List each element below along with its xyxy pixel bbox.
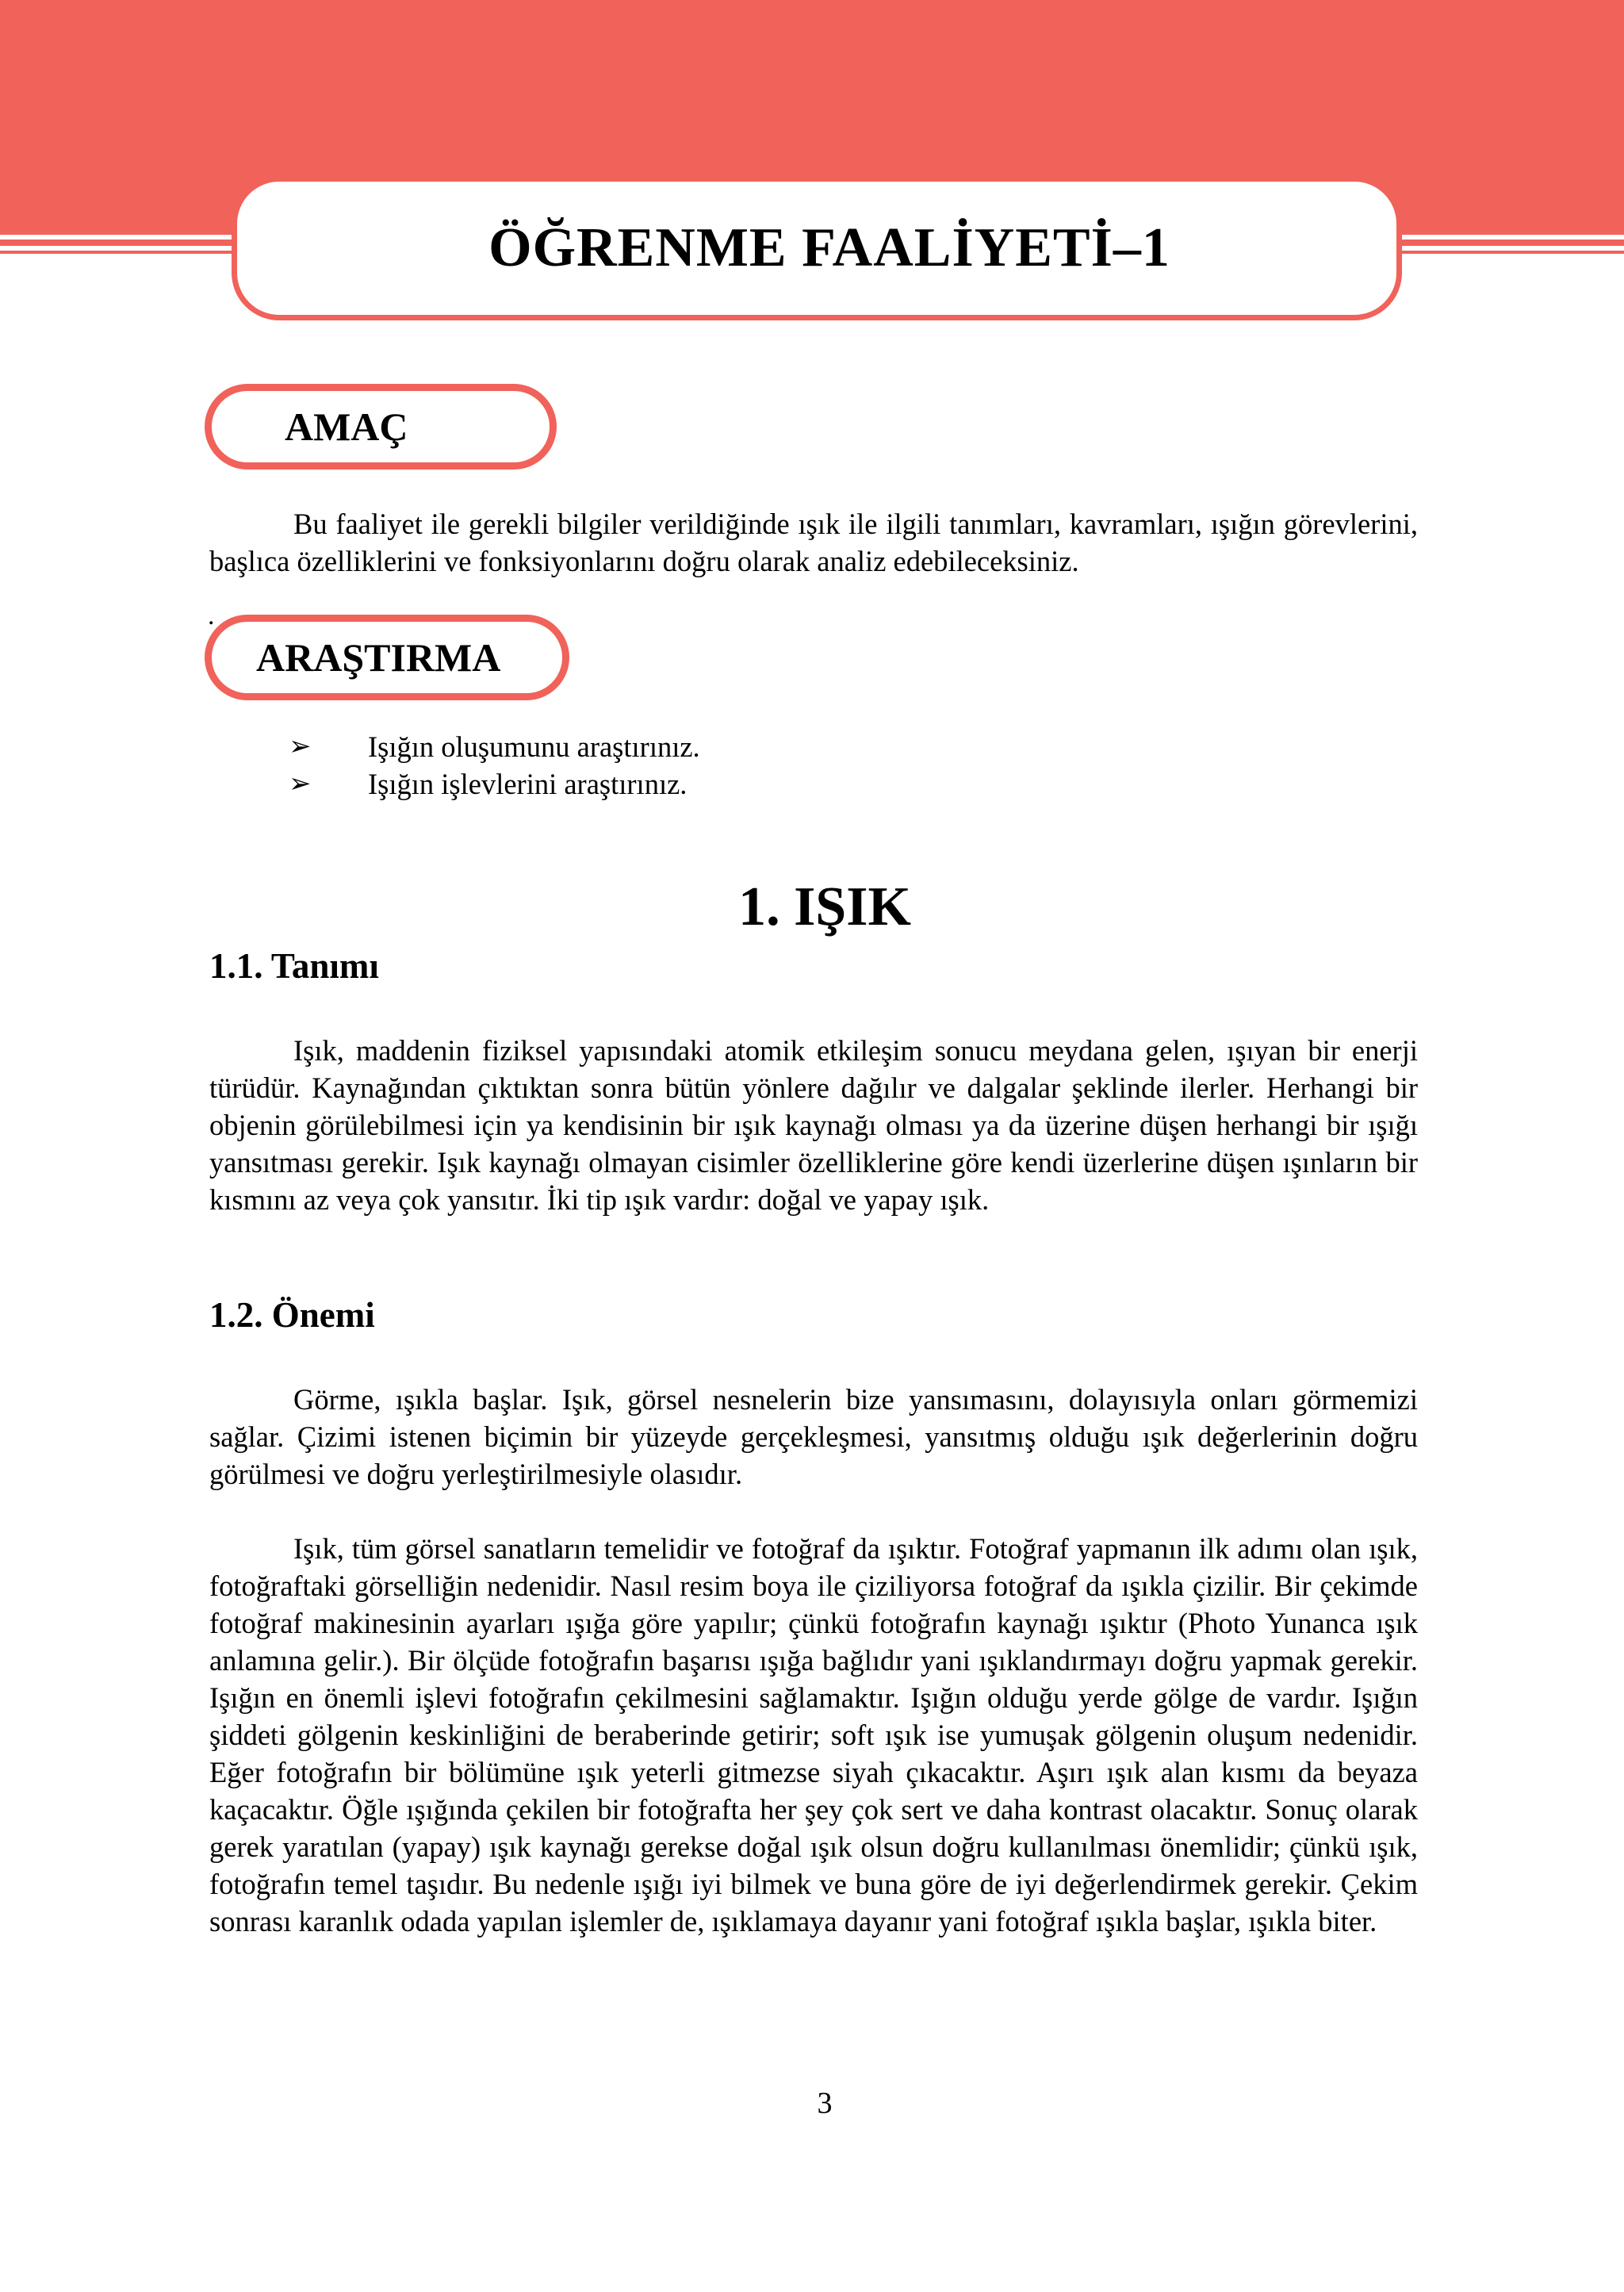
arrowhead-bullet-icon: ➢ [289, 769, 312, 799]
list-item [289, 728, 700, 765]
section-tanimi-paragraph: Işık, maddenin fiziksel yapısındaki atomik etkileşim sonucu meydana gelen, ışıyan bir enerji türüdür. Kaynağından çıktıktan sonra bütün yönlere dağılır ve dalgalar şeklinde ilerler. Herhangi bir objenin görülebilmesi için ya kendisinin bir ışık kaynağı olması ya da üzerine düşen herhangi bir ışığı yansıtması gerekir. Işık kaynağı olmayan cisimler özelliklerine göre kendi üzerlerine düşen ışınların bir kısmını az veya çok yansıtır. İki tip ışık vardır: doğal ve yapay ışık. [209, 1034, 1418, 1216]
amac-paragraph: Bu faaliyet ile gerekli bilgiler verildiğinde ışık ile ilgili tanımları, kavramları, ışığın görevlerini, başlıca özelliklerini ve fonksiyonlarını doğru olarak analiz edebileceksiniz. [209, 508, 1418, 577]
chapter-title-text: 1. IŞIK [738, 876, 911, 937]
list-item-text: Işığın işlevlerini araştırınız. [368, 768, 688, 800]
section-heading-onemi: 1.2. Önemi [209, 1295, 375, 1335]
arastirma-label-box [205, 615, 569, 700]
arrowhead-bullet-icon: ➢ [289, 732, 312, 761]
amac-label-box [205, 384, 557, 470]
list-item [289, 765, 700, 803]
chapter-title [0, 876, 1624, 939]
list-item-text: Işığın oluşumunu araştırınız. [368, 730, 700, 763]
amac-label: AMAÇ [285, 404, 408, 449]
page-number [0, 2086, 1624, 2121]
title-banner [232, 176, 1402, 320]
arastirma-list [289, 728, 700, 803]
stray-mark: . [208, 601, 215, 630]
section-onemi-paragraph-2: Işık, tüm görsel sanatların temelidir ve fotoğraf da ışıktır. Fotoğraf yapmanın ilk adımı olan ışık, fotoğraftaki görselliğin nedenidir. Nasıl resim boya ile çiziliyorsa fotoğraf da ışıkla çizilir. Bir çekimde fotoğraf makinesinin ayarları ışığa göre yapılır; çünkü fotoğrafın kaynağı ışıktır (Photo Yunanca ışık anlamına gelir.). Bir ölçüde fotoğrafın başarısı ışığa bağlıdır yani ışıklandırmayı doğru yapmak gerekir. Işığın en önemli işlevi fotoğrafın çekilmesini sağlamaktır. Işığın olduğu yerde gölge de vardır. Işığın şiddeti gölgenin keskinliğini de beraberinde getirir; soft ışık ise yumuşak gölgenin oluşum nedenidir. Eğer fotoğrafın bir bölümüne ışık yeterli gitmezse siyah çıkacaktır. Aşırı ışık alan kısmı da beyaza kaçacaktır. Öğle ışığında çekilen bir fotoğrafta her şey çok sert ve daha kontrast olacaktır. Sonuç olarak gerek yaratılan (yapay) ışık kaynağı gerekse doğal ışık olsun doğru kullanılması önemlidir; çünkü ışık, fotoğrafın temel taşıdır. Bu nedenle ışığı iyi bilmek ve buna göre de iyi değerlendirmek gerekir. Çekim sonrası karanlık odada yapılan işlemler de, ışıklamaya dayanır yani fotoğraf ışıkla başlar, ışıkla biter. [209, 1532, 1418, 1937]
arastirma-label: ARAŞTIRMA [256, 635, 501, 680]
page-number-text: 3 [817, 2087, 833, 2120]
section-onemi-paragraph-1: Görme, ışıkla başlar. Işık, görsel nesnelerin bize yansımasını, dolayısıyla onları görmemizi sağlar. Çizimi istenen biçimin bir yüzeyde gerçekleşmesi, yansıtmış olduğu ışık değerlerinin doğru görülmesi ve doğru yerleştirilmesiyle olasıdır. [209, 1383, 1418, 1490]
section-heading-tanimi: 1.1. Tanımı [209, 946, 379, 986]
page-title: ÖĞRENME FAALİYETİ–1 [488, 217, 1170, 278]
